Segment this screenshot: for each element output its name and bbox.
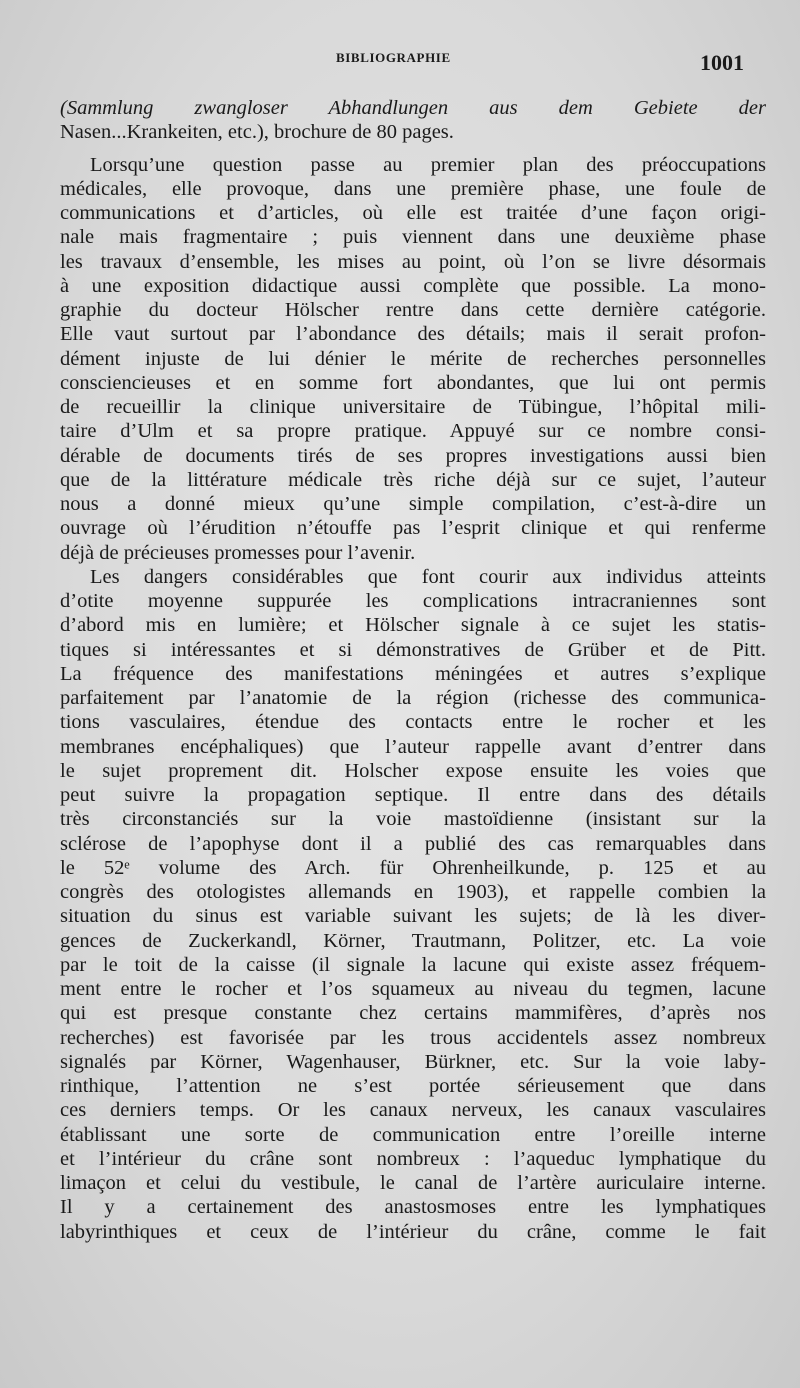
text-line: Elle vaut surtout par l’abondance des détails; mais il serait profon- xyxy=(60,323,766,346)
text-line: Nasen...Krankeiten, etc.), brochure de 80 pages. xyxy=(60,121,454,144)
page-number: 1001 xyxy=(700,50,744,75)
text-line: établissant une sorte de communication entre l’oreille interne xyxy=(60,1123,766,1146)
text-line: congrès des otologistes allemands en 1903), et rappelle combien la xyxy=(60,881,766,903)
text-line: dérable de documents tirés de ses propres investigations aussi bien xyxy=(60,444,766,467)
text-line: tiques si intéressantes et si démonstratives de Grüber et de Pitt. xyxy=(60,638,766,661)
text-line: ces derniers temps. Or les canaux nerveux, les canaux vasculaires xyxy=(60,1099,766,1122)
text-line: dément injuste de lui dénier le mérite de recherches personnelles xyxy=(60,347,766,370)
text-line: nous a donné mieux qu’une simple compilation, c’est-à-dire un xyxy=(60,493,766,515)
text-line: gences de Zuckerkandl, Körner, Trautmann, Politzer, etc. La voie xyxy=(60,929,766,952)
text-line: déjà de précieuses promesses pour l’avenir. xyxy=(60,541,416,564)
text-line: très circonstanciés sur la voie mastoïdienne (insistant sur la xyxy=(60,808,766,831)
running-head: BIBLIOGRAPHIE xyxy=(336,50,451,65)
body-text xyxy=(60,96,766,1244)
text-line: Les dangers considérables que font courir aux individus atteints xyxy=(90,565,766,588)
text-line: taire d’Ulm et sa propre pratique. Appuyé sur ce nombre consi- xyxy=(60,420,766,443)
text-line: Lorsqu’une question passe au premier plan des préoccupations xyxy=(90,153,766,176)
text-line: parfaitement par l’anatomie de la région (richesse des communica- xyxy=(60,687,766,709)
text-line: d’abord mis en lumière; et Hölscher signale à ce sujet les statis- xyxy=(60,614,766,637)
text-line: signalés par Körner, Wagenhauser, Bürkner, etc. Sur la voie laby- xyxy=(60,1050,766,1073)
text-line: le 52ᵉ volume des Arch. für Ohrenheilkunde, p. 125 et au xyxy=(60,856,766,879)
text-line: recherches) est favorisée par les trous accidentels assez nombreux xyxy=(60,1026,766,1049)
text-line: par le toit de la caisse (il signale la lacune qui existe assez fréquem- xyxy=(60,953,766,976)
text-line: et l’intérieur du crâne sont nombreux : l’aqueduc lymphatique du xyxy=(60,1147,766,1170)
text-line: limaçon et celui du vestibule, le canal de l’artère auriculaire interne. xyxy=(60,1172,766,1194)
text-line: membranes encéphaliques) que l’auteur rappelle avant d’entrer dans xyxy=(60,735,766,758)
text-line: ment entre le rocher et l’os squameux au niveau du tegmen, lacune xyxy=(60,978,766,1000)
text-line: (Sammlung zwangloser Abhandlungen aus dem Gebiete der xyxy=(60,97,766,119)
text-line: ouvrage où l’érudition n’étouffe pas l’esprit clinique et qui renferme xyxy=(60,517,766,540)
text-line: d’otite moyenne suppurée les complications intracraniennes sont xyxy=(60,590,766,612)
text-line: La fréquence des manifestations méningées et autres s’explique xyxy=(60,662,766,685)
text-line: qui est presque constante chez certains mammifères, d’après nos xyxy=(60,1002,766,1025)
text-line: graphie du docteur Hölscher rentre dans cette dernière catégorie. xyxy=(60,299,766,321)
text-line: nale mais fragmentaire ; puis viennent dans une deuxième phase xyxy=(60,226,766,249)
text-line: les travaux d’ensemble, les mises au point, où l’on se livre désormais xyxy=(60,250,766,273)
text-line: que de la littérature médicale très riche déjà sur ce sujet, l’auteur xyxy=(60,468,766,491)
text-line: labyrinthiques et ceux de l’intérieur du crâne, comme le fait xyxy=(60,1220,766,1243)
text-line: à une exposition didactique aussi complète que possible. La mono- xyxy=(60,274,766,297)
text-line: tions vasculaires, étendue des contacts entre le rocher et les xyxy=(60,711,766,734)
text-line: médicales, elle provoque, dans une première phase, une foule de xyxy=(60,177,766,200)
text-line: peut suivre la propagation septique. Il entre dans des détails xyxy=(60,784,766,806)
text-line: rinthique, l’attention ne s’est portée sérieusement que dans xyxy=(60,1075,766,1097)
text-line: sclérose de l’apophyse dont il a publié des cas remarquables dans xyxy=(60,832,766,855)
text-line: communications et d’articles, où elle est traitée d’une façon origi- xyxy=(60,202,766,224)
text-line: Il y a certainement des anastosmoses entre les lymphatiques xyxy=(60,1196,766,1219)
text-line: consciencieuses et en somme fort abondantes, que lui ont permis xyxy=(60,371,766,394)
text-line: de recueillir la clinique universitaire de Tübingue, l’hôpital mili- xyxy=(60,396,766,418)
text-line: le sujet proprement dit. Holscher expose ensuite les voies que xyxy=(60,759,766,782)
text-line: situation du sinus est variable suivant les sujets; de là les diver- xyxy=(60,905,766,928)
